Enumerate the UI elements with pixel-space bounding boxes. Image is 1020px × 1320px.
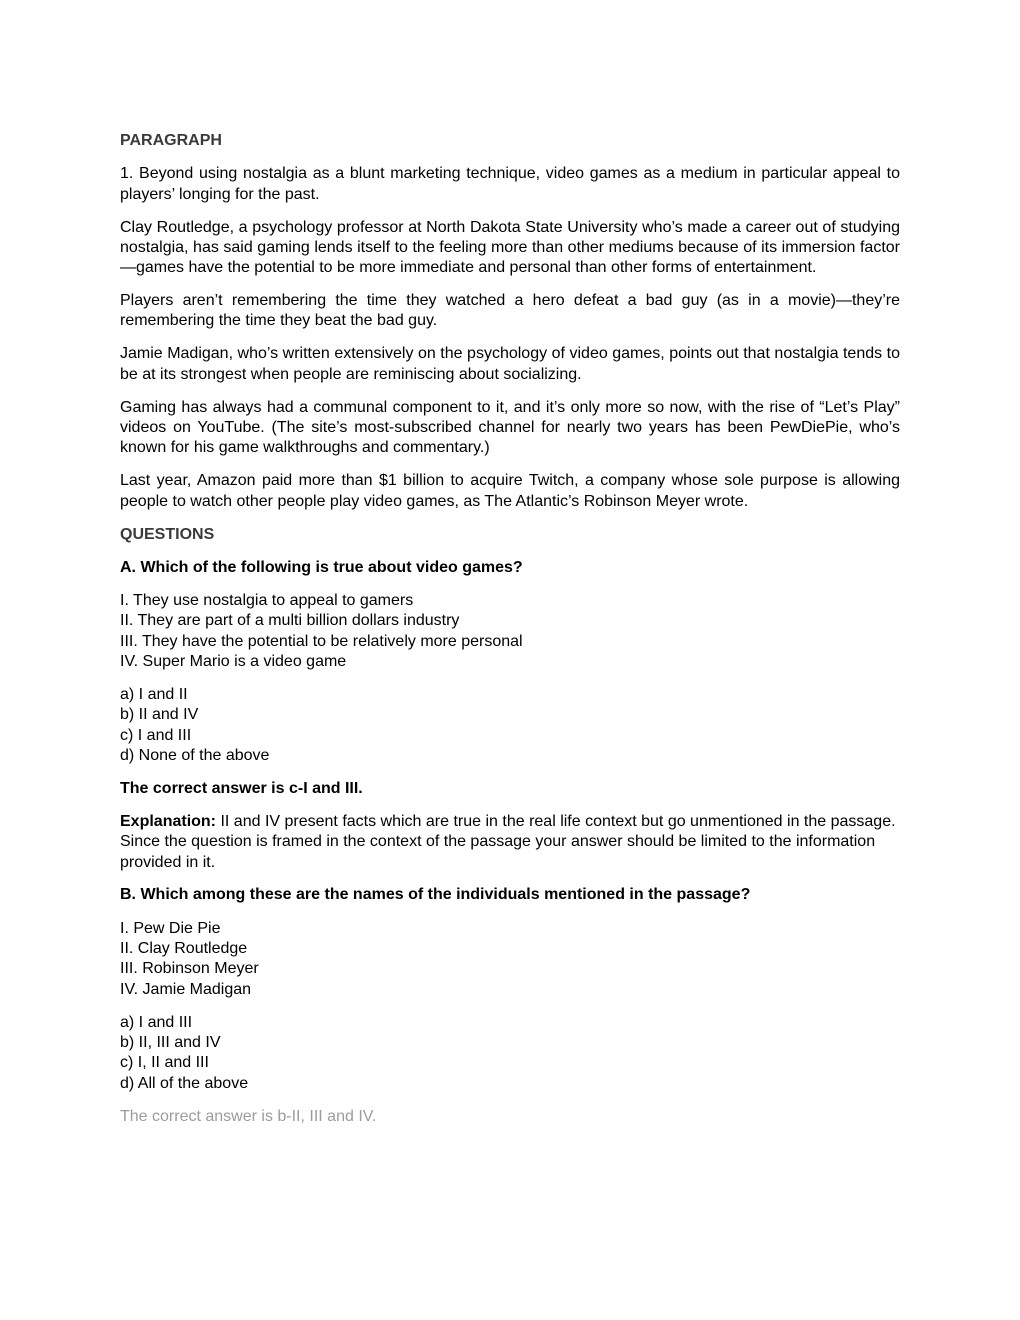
statement-item: I. They use nostalgia to appeal to gamers [120, 592, 414, 610]
option-item: c) I, II and III [120, 1054, 209, 1072]
question-b-answer: The correct answer is b-II, III and IV. [120, 1107, 377, 1125]
option-item: a) I and II [120, 686, 188, 704]
question-b-options [120, 1013, 900, 1094]
question-b-statements [120, 919, 900, 1000]
passage-paragraph-5: Gaming has always had a communal component to it, and it’s only more so now, with the rise of “Let’s Play” videos on YouTube. (The site’s most-subscribed channel for nearly two years has been PewDiePie, who’s known for his game walkthroughs and commentary.) [120, 398, 900, 457]
statement-item: II. They are part of a multi billion dollars industry [120, 612, 460, 630]
paragraph-heading: PARAGRAPH [120, 132, 222, 149]
option-item: c) I and III [120, 726, 192, 744]
passage-paragraph-4: Jamie Madigan, who’s written extensively on the psychology of video games, points out that nostalgia tends to be at its strongest when people are reminiscing about socializing. [120, 345, 900, 383]
statement-item: I. Pew Die Pie [120, 919, 221, 937]
question-a-answer: The correct answer is c-I and III. [120, 779, 363, 797]
option-item: b) II and IV [120, 706, 199, 724]
option-item: d) All of the above [120, 1074, 249, 1092]
option-item: d) None of the above [120, 746, 270, 764]
statement-item: III. Robinson Meyer [120, 960, 259, 978]
document-page [120, 131, 900, 1127]
statement-item: II. Clay Routledge [120, 940, 248, 958]
statement-item: IV. Jamie Madigan [120, 980, 252, 998]
passage-paragraph-2: Clay Routledge, a psychology professor at North Dakota State University who’s made a career out of studying nostalgia, has said gaming lends itself to the feeling more than other mediums because of its immersion factor—games have the potential to be more immediate and personal than other forms of entertainment. [120, 218, 900, 277]
question-b-title: B. Which among these are the names of the individuals mentioned in the passage? [120, 886, 751, 904]
statement-item: III. They have the potential to be relatively more personal [120, 632, 523, 650]
statement-item: IV. Super Mario is a video game [120, 653, 347, 671]
questions-heading: QUESTIONS [120, 525, 215, 543]
passage-paragraph-6: Last year, Amazon paid more than $1 billion to acquire Twitch, a company whose sole purpose is allowing people to watch other people play video games, as The Atlantic’s Robinson Meyer wrote. [120, 472, 900, 510]
question-a-statements [120, 591, 900, 672]
question-a-options [120, 685, 900, 766]
passage-paragraph-3: Players aren’t remembering the time they watched a hero defeat a bad guy (as in a movie)—they’re remembering the time they beat the bad guy. [120, 292, 900, 330]
passage-paragraph-1: 1. Beyond using nostalgia as a blunt marketing technique, video games as a medium in particular appeal to players’ longing for the past. [120, 165, 900, 203]
explanation-text: II and IV present facts which are true in the real life context but go unmentioned in the passage. Since the question is framed in the context of the passage your answer should be limited to the information provided in it. [120, 812, 896, 871]
option-item: a) I and III [120, 1013, 193, 1031]
question-a-explanation [120, 812, 900, 873]
question-a-title: A. Which of the following is true about video games? [120, 558, 523, 576]
option-item: b) II, III and IV [120, 1033, 221, 1051]
explanation-label: Explanation: [120, 812, 217, 830]
